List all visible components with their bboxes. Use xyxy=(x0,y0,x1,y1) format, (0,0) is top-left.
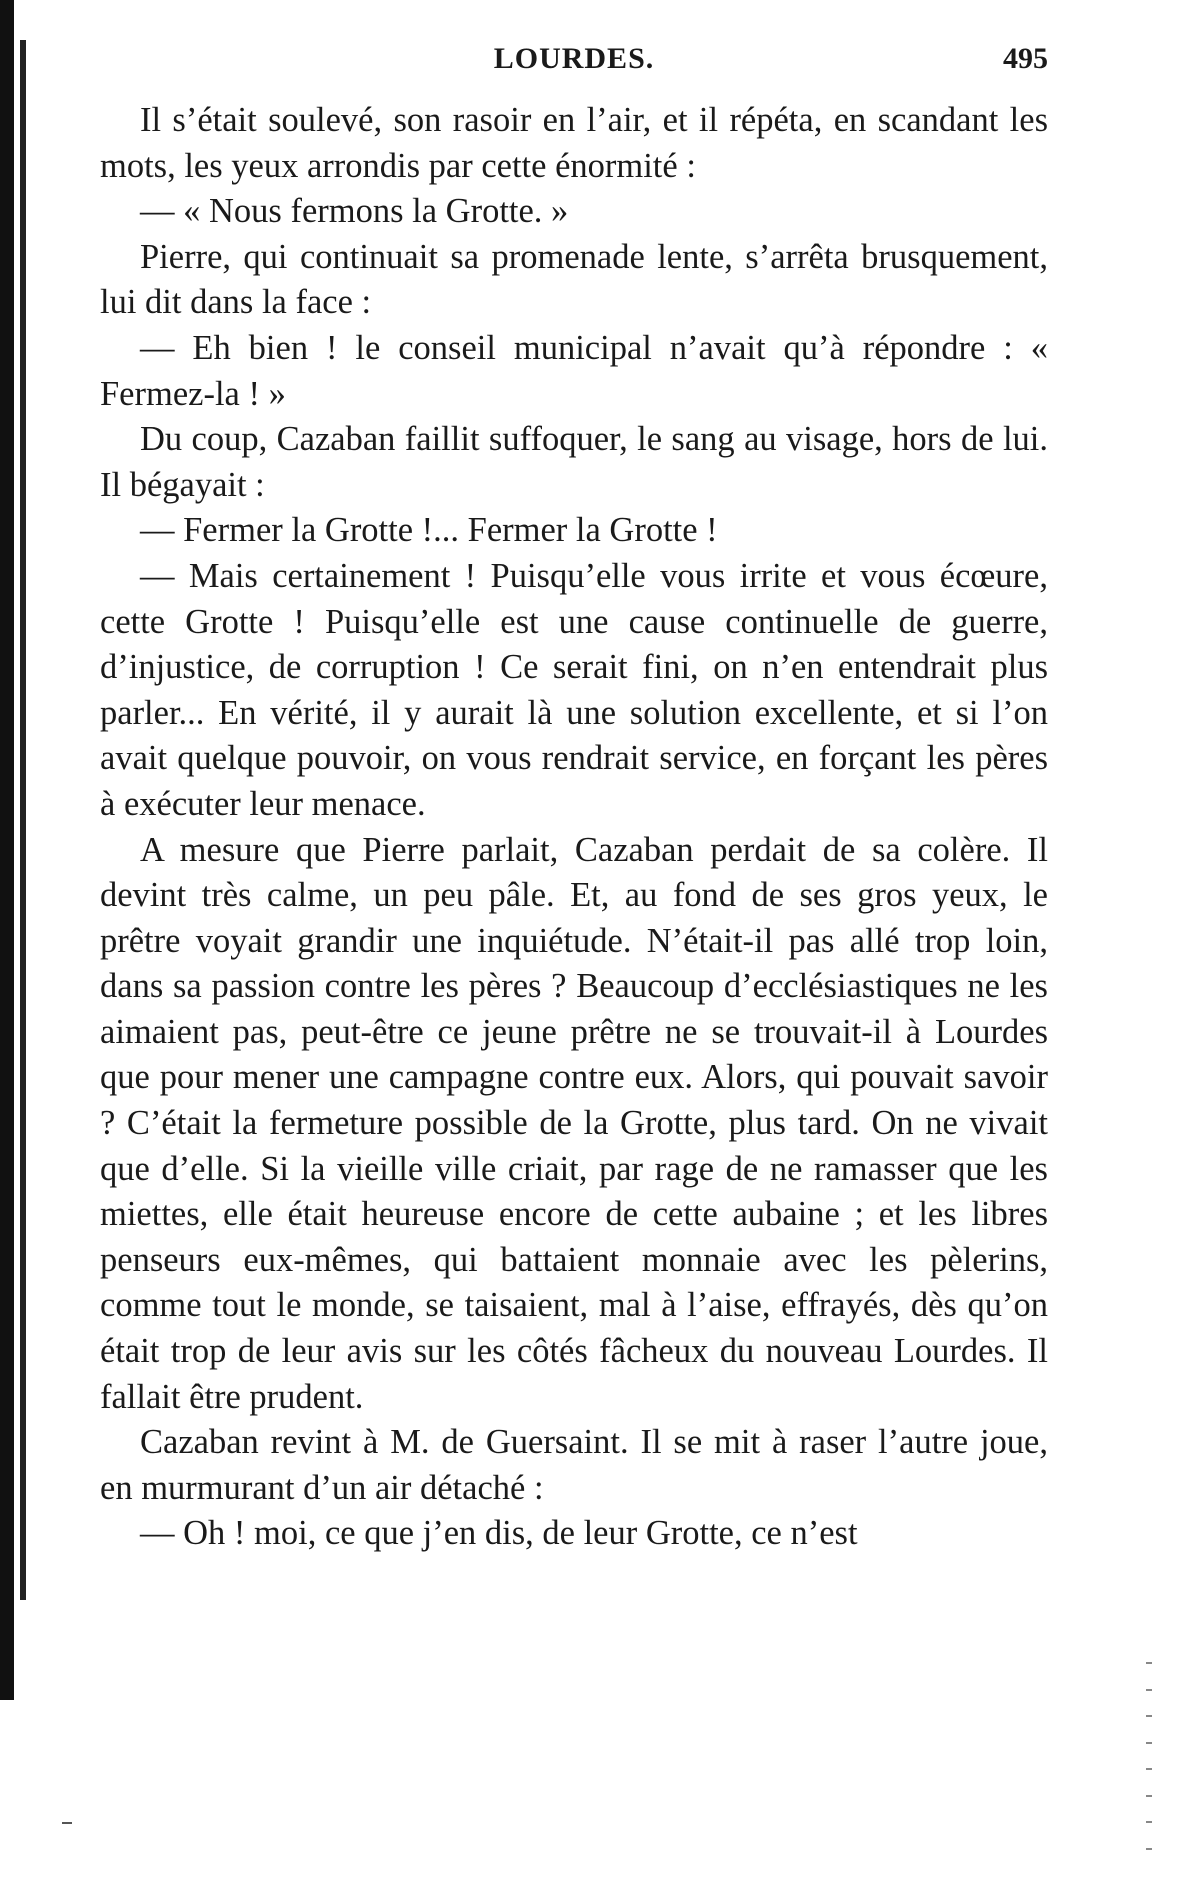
paragraph: Du coup, Cazaban faillit suffoquer, le sang au visage, hors de lui. Il bégayait : xyxy=(100,420,1048,504)
margin-marks xyxy=(1143,1662,1155,1850)
margin-tick xyxy=(1146,1768,1152,1770)
paragraph: — Eh bien ! le conseil municipal n’avait qu’à répondre : « Fermez-la ! » xyxy=(100,328,1048,413)
binding-shadow xyxy=(20,40,26,1600)
paragraph: — Fermer la Grotte !... Fermer la Grotte ! xyxy=(140,511,718,550)
body-text xyxy=(100,98,1048,1557)
paragraph: A mesure que Pierre parlait, Cazaban perdait de sa colère. Il devint très calme, un peu pâle. Et, au fond de ses gros yeux, le prêtre voyait grandir une inquiétude. N’était-il pas allé trop loin, dans sa passion contre les pères ? Beaucoup d’ecclésiastiques ne les aimaient pas, peut-être ce jeune prêtre ne se trouvait-il à Lourdes que pour mener une campagne contre eux. Alors, qui pouvait savoir ? C’était la fermeture possible de la Grotte, plus tard. On ne vivait que d’elle. Si la vieille ville criait, par rage de ne ramasser que les miettes, elle était heureuse encore de cette aubaine ; et les libres penseurs eux-mêmes, qui battaient monnaie avec les pèlerins, comme tout le monde, se taisaient, mal à l’aise, effrayés, dès qu’on était trop de leur avis sur les côtés fâcheux du nouveau Lourdes. Il fallait être prudent. xyxy=(100,830,1048,1416)
book-page xyxy=(100,40,1048,1557)
paragraph: Cazaban revint à M. de Guersaint. Il se mit à raser l’autre joue, en murmurant d’un air détaché : xyxy=(100,1423,1048,1507)
paragraph: — Mais certainement ! Puisqu’elle vous irrite et vous écœure, cette Grotte ! Puisqu’elle est une cause continuelle de guerre, d’injustice, de corruption ! Ce serait fini, on n’en entendrait plus parler... En vérité, il y aurait là une solution excellente, et si l’on avait quelque pouvoir, on vous rendrait service, en forçant les pères à exécuter leur menace. xyxy=(100,556,1048,823)
paragraph: — « Nous fermons la Grotte. » xyxy=(140,192,569,231)
margin-tick xyxy=(1146,1662,1152,1664)
running-head xyxy=(100,40,1048,90)
binding-edge xyxy=(0,0,14,1700)
margin-tick xyxy=(1146,1848,1152,1850)
paragraph: — Oh ! moi, ce que j’en dis, de leur Grotte, ce n’est xyxy=(140,1514,858,1553)
margin-tick xyxy=(1146,1689,1152,1691)
paragraph: Pierre, qui continuait sa promenade lente, s’arrêta brusquement, lui dit dans la face : xyxy=(100,237,1048,322)
margin-tick xyxy=(1146,1742,1152,1744)
paragraph: Il s’était soulevé, son rasoir en l’air, et il répéta, en scandant les mots, les yeux arrondis par cette énormité : xyxy=(100,101,1048,185)
margin-tick xyxy=(1146,1715,1152,1717)
stray-mark xyxy=(62,1822,72,1824)
page-number: 495 xyxy=(1003,42,1048,75)
running-head-title: LOURDES. xyxy=(493,42,655,75)
margin-tick xyxy=(1146,1795,1152,1797)
margin-tick xyxy=(1146,1821,1152,1823)
